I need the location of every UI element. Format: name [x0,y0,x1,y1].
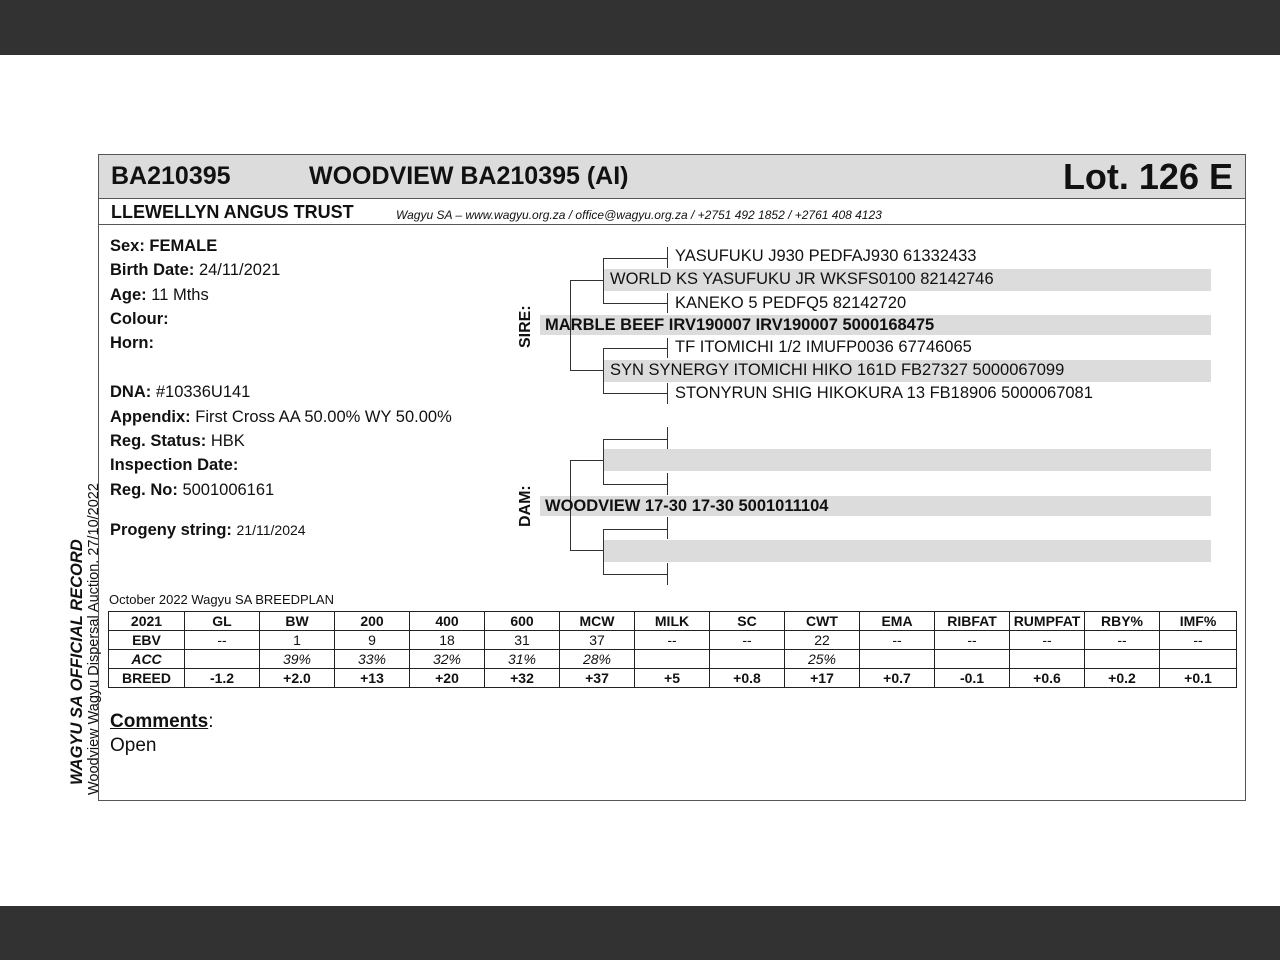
table-cell: 37 [560,631,635,650]
title-row [99,155,1245,199]
column-header: BW [260,612,335,631]
horn-field: Horn: [110,334,154,352]
registration-id: BA210395 [111,162,231,190]
table-cell: 9 [335,631,410,650]
table-cell: -- [1010,631,1085,650]
sire-sire-dam-name: KANEKO 5 PEDFQ5 82142720 [675,294,907,312]
tree-line [570,550,603,551]
tree-line [603,529,668,530]
table-cell: 28% [560,650,635,669]
table-cell: +20 [410,669,485,688]
table-cell: +2.0 [260,669,335,688]
column-header: 600 [485,612,560,631]
tree-line [603,348,604,393]
tree-line [667,473,668,495]
table-cell: -1.2 [185,669,260,688]
reg-no-field: Reg. No: 5001006161 [110,481,275,499]
column-header: 400 [410,612,485,631]
table-cell: 33% [335,650,410,669]
tree-line [603,258,668,259]
tree-line [667,383,668,404]
sire-sire-sire-name: YASUFUKU J930 PEDFAJ930 61332433 [675,247,977,265]
table-cell: -- [935,631,1010,650]
table-cell: +37 [560,669,635,688]
row-label: BREED [109,669,185,688]
column-header: CWT [785,612,860,631]
sire-name: MARBLE BEEF IRV190007 IRV190007 5000168475 [545,316,935,334]
sire-label: SIRE: [517,305,534,348]
comments-value: Open [110,735,157,756]
auction-label: Woodview Wagyu Dispersal Auction. 27/10/2022 [86,483,102,795]
table-cell: -- [710,631,785,650]
table-cell: 31% [485,650,560,669]
tree-line [603,484,668,485]
table-cell: 18 [410,631,485,650]
inspection-date-field: Inspection Date: [110,456,239,474]
table-cell: -- [1160,631,1237,650]
sire-sire-name: WORLD KS YASUFUKU JR WKSFS0100 82142746 [610,270,994,288]
table-cell [1010,650,1085,669]
table-cell [185,650,260,669]
tree-line [667,563,668,585]
contact-info: Wagyu SA – www.wagyu.org.za / office@wagyu.org.za / +2751 492 1852 / +2761 408 4123 [396,208,882,222]
tree-line [570,460,603,461]
animal-record-card [68,154,1246,801]
table-cell: -- [185,631,260,650]
tree-line [603,529,604,574]
dam-dam-band [603,540,1211,562]
table-header-row [109,612,1237,631]
sire-dam-dam-name: STONYRUN SHIG HIKOKURA 13 FB18906 5000067081 [675,384,1093,402]
progeny-string-field: Progeny string: 21/11/2024 [110,521,306,539]
appendix-field: Appendix: First Cross AA 50.00% WY 50.00% [110,408,452,426]
age-field: Age: 11 Mths [110,286,209,304]
table-cell: 32% [410,650,485,669]
table-cell: +0.7 [860,669,935,688]
breedplan-table [108,611,1237,688]
tree-line [603,393,668,394]
colour-field: Colour: [110,310,169,328]
tree-line [570,280,603,281]
column-header: EMA [860,612,935,631]
table-row [109,669,1237,688]
tree-line [570,370,603,371]
table-cell [935,650,1010,669]
table-cell: 31 [485,631,560,650]
animal-name: WOODVIEW BA210395 (AI) [309,162,629,190]
sex-field: Sex: FEMALE [110,237,218,255]
dam-sire-band [603,449,1211,471]
tree-line [603,574,668,575]
viewer-top-bar [0,0,1280,55]
column-header: 200 [335,612,410,631]
table-cell: 25% [785,650,860,669]
table-cell: +0.8 [710,669,785,688]
table-row [109,650,1237,669]
table-cell: 22 [785,631,860,650]
table-cell: -- [635,631,710,650]
row-label: EBV [109,631,185,650]
tree-line [603,439,668,440]
table-cell: +0.1 [1160,669,1237,688]
lot-number: Lot. 126 E [1062,156,1233,197]
tree-line [603,439,604,484]
table-cell: -- [860,631,935,650]
table-cell: +5 [635,669,710,688]
table-row [109,631,1237,650]
dna-field: DNA: #10336U141 [110,383,251,401]
column-header: MCW [560,612,635,631]
table-cell: +17 [785,669,860,688]
tree-line [603,303,668,304]
tree-line [667,338,668,358]
row-label: ACC [109,650,185,669]
tree-line [603,258,604,303]
tree-line [667,427,668,449]
table-cell: +0.6 [1010,669,1085,688]
table-cell [1160,650,1237,669]
tree-line [603,348,668,349]
viewer-bottom-bar [0,906,1280,960]
table-cell [860,650,935,669]
breedplan-caption: October 2022 Wagyu SA BREEDPLAN [109,592,334,607]
reg-status-field: Reg. Status: HBK [110,432,245,450]
column-header: MILK [635,612,710,631]
table-cell: 39% [260,650,335,669]
table-cell [710,650,785,669]
column-header: GL [185,612,260,631]
table-cell: 1 [260,631,335,650]
tree-line [667,247,668,268]
column-header: IMF% [1160,612,1237,631]
column-header: SC [710,612,785,631]
table-cell: +13 [335,669,410,688]
column-header: RUMPFAT [1010,612,1085,631]
comments-heading: Comments: [110,711,214,732]
tree-line [667,517,668,539]
column-header: RIBFAT [935,612,1010,631]
table-cell: -- [1085,631,1160,650]
birth-date-field: Birth Date: 24/11/2021 [110,261,281,279]
tree-line [667,293,668,313]
year-cell: 2021 [109,612,185,631]
table-cell: +0.2 [1085,669,1160,688]
owner-name: LLEWELLYN ANGUS TRUST [111,202,354,222]
dam-label: DAM: [517,485,534,527]
sire-dam-sire-name: TF ITOMICHI 1/2 IMUFP0036 67746065 [675,338,972,356]
sire-dam-name: SYN SYNERGY ITOMICHI HIKO 161D FB27327 5000067099 [610,361,1065,379]
table-cell [1085,650,1160,669]
table-cell: +32 [485,669,560,688]
table-cell: -0.1 [935,669,1010,688]
column-header: RBY% [1085,612,1160,631]
owner-row [99,200,1245,225]
official-record-label: WAGYU SA OFFICIAL RECORD [68,539,86,785]
table-cell [635,650,710,669]
dam-name: WOODVIEW 17-30 17-30 5001011104 [545,497,829,515]
